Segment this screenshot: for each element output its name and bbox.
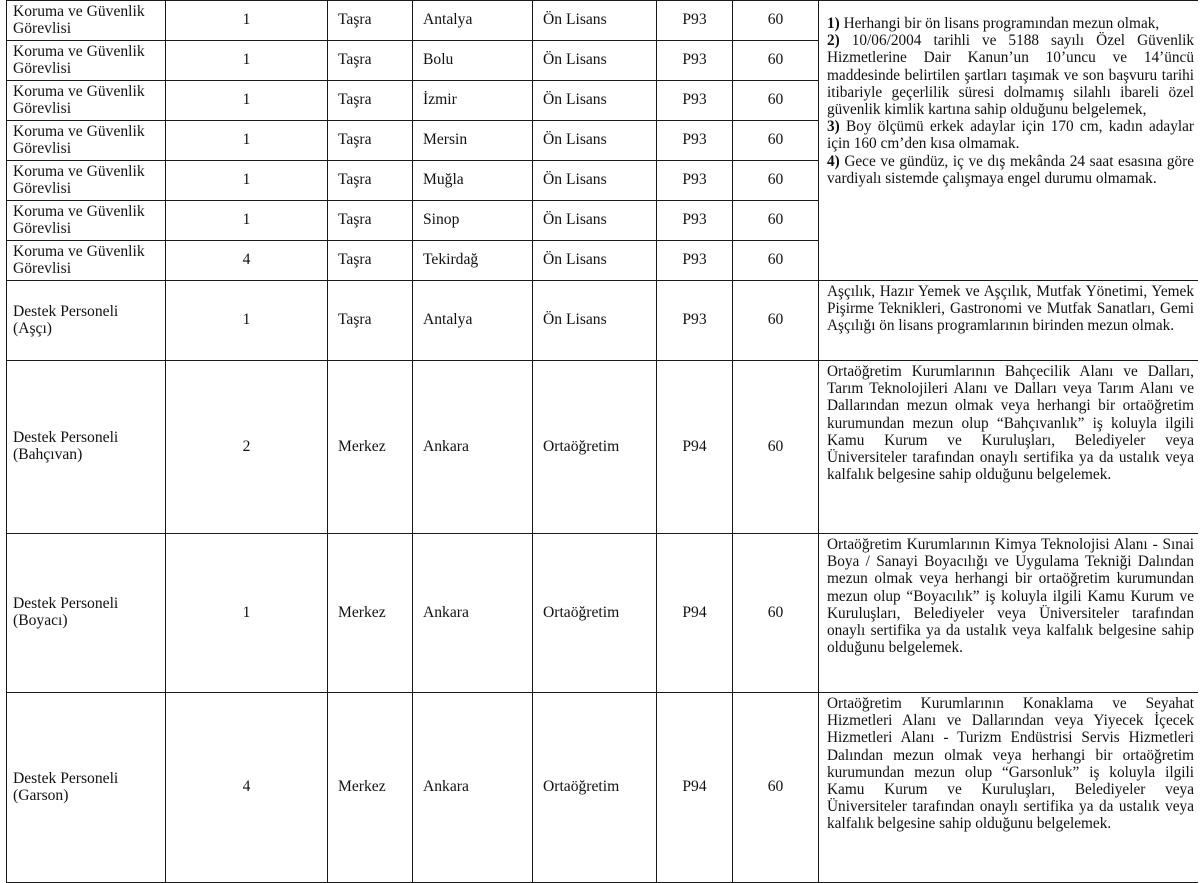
- score-type: P93: [657, 121, 733, 161]
- position-count: 1: [166, 534, 328, 693]
- organization: Taşra: [328, 161, 413, 201]
- position-title: Koruma ve Güvenlik Görevlisi: [7, 201, 166, 241]
- table-row: [7, 693, 1199, 883]
- position-title-line2: (Garson): [13, 786, 69, 804]
- requirement-text: Gece ve gündüz, iç ve dış mekânda 24 saat esasına göre vardiyalı sistemde çalışmaya engel durumu olmamak.: [827, 152, 1194, 187]
- score-type: P94: [657, 693, 733, 883]
- position-title-line1: Destek Personeli: [13, 429, 119, 447]
- requirement-number: 4): [827, 152, 840, 170]
- city: Muğla: [413, 161, 533, 201]
- position-count: 1: [166, 281, 328, 361]
- city: İzmir: [413, 81, 533, 121]
- score-type: P93: [657, 1, 733, 41]
- education-level: Ön Lisans: [533, 1, 657, 41]
- table-row: [7, 281, 1199, 361]
- position-count: 1: [166, 201, 328, 241]
- minimum-score: 60: [733, 693, 819, 883]
- position-title: [7, 534, 166, 693]
- education-level: Ön Lisans: [533, 201, 657, 241]
- position-count: 1: [166, 161, 328, 201]
- requirement-item: [827, 118, 1194, 152]
- minimum-score: 60: [733, 81, 819, 121]
- education-level: Ön Lisans: [533, 121, 657, 161]
- score-type: P93: [657, 201, 733, 241]
- city: Mersin: [413, 121, 533, 161]
- minimum-score: 60: [733, 41, 819, 81]
- organization: Merkez: [328, 361, 413, 534]
- position-title-line2: (Boyacı): [13, 612, 68, 629]
- requirement-item: [827, 15, 1159, 32]
- city: Bolu: [413, 41, 533, 81]
- organization: Merkez: [328, 693, 413, 883]
- position-title-line1: Destek Personeli: [13, 769, 119, 787]
- requirement-item: [827, 32, 1194, 118]
- organization: Taşra: [328, 41, 413, 81]
- position-count: 4: [166, 241, 328, 281]
- score-type: P93: [657, 41, 733, 81]
- guard-requirements: [819, 1, 1199, 281]
- position-title: Koruma ve Güvenlik Görevlisi: [7, 241, 166, 281]
- position-title: Koruma ve Güvenlik Görevlisi: [7, 121, 166, 161]
- table-row: [7, 1, 1199, 41]
- position-title: Koruma ve Güvenlik Görevlisi: [7, 41, 166, 81]
- position-count: 1: [166, 121, 328, 161]
- education-level: Ön Lisans: [533, 81, 657, 121]
- position-title: Koruma ve Güvenlik Görevlisi: [7, 1, 166, 41]
- score-type: P94: [657, 361, 733, 534]
- position-count: 2: [166, 361, 328, 534]
- education-level: Ortaöğretim: [533, 693, 657, 883]
- requirement-text: Aşçılık, Hazır Yemek ve Aşçılık, Mutfak Yönetimi, Yemek Pişirme Teknikleri, Gastronomi ve Mutfak Sanatları, Gemi Aşçılığı ön lisans programlarının birinden mezun olmak.: [819, 281, 1199, 361]
- organization: Merkez: [328, 534, 413, 693]
- table-body: [7, 1, 1199, 883]
- requirement-number: 1): [827, 15, 840, 32]
- position-title: [7, 361, 166, 534]
- city: Antalya: [413, 1, 533, 41]
- organization: Taşra: [328, 281, 413, 361]
- requirement-item: [827, 153, 1194, 187]
- table-row: [7, 534, 1199, 693]
- organization: Taşra: [328, 1, 413, 41]
- city: Ankara: [413, 693, 533, 883]
- score-type: P93: [657, 241, 733, 281]
- position-title-line1: Destek Personeli: [13, 595, 119, 613]
- score-type: P94: [657, 534, 733, 693]
- organization: Taşra: [328, 201, 413, 241]
- requirement-text: Ortaöğretim Kurumlarının Bahçecilik Alanı ve Dalları, Tarım Teknolojileri Alanı ve Dalları veya Tarım Alanı ve Dallarından mezun olmak veya herhangi bir ortaöğretim kurumundan mezun olup “Bahçıvanlık” iş koluyla ilgili Kamu Kurum ve Kuruluşları, Belediyeler veya Üniversiteler tarafından onaylı sertifika ya da ustalık veya kalfalık belgesine sahip olduğunu belgelemek.: [819, 361, 1199, 534]
- city: Ankara: [413, 534, 533, 693]
- requirement-text: 10/06/2004 tarihli ve 5188 sayılı Özel Güvenlik Hizmetlerine Dair Kanun’un 10’uncu ve 14’üncü maddesinde belirtilen şartları taşımak ve son başvuru tarihi itibariyle geçerlilik süresi dolmamış silahlı ibareli özel güvenlik kimlik kartına sahip olduğunu belgelemek,: [827, 32, 1194, 119]
- education-level: Ön Lisans: [533, 41, 657, 81]
- score-type: P93: [657, 81, 733, 121]
- minimum-score: 60: [733, 281, 819, 361]
- position-title: Koruma ve Güvenlik Görevlisi: [7, 81, 166, 121]
- education-level: Ortaöğretim: [533, 361, 657, 534]
- requirement-number: 3): [827, 118, 840, 136]
- position-count: 1: [166, 81, 328, 121]
- city: Tekirdağ: [413, 241, 533, 281]
- requirement-text: Ortaöğretim Kurumlarının Konaklama ve Seyahat Hizmetleri Alanı ve Dallarından veya Yiyecek İçecek Hizmetleri Alanı - Turizm Endüstrisi Servis Hizmetleri Dalından mezun olmak veya herhangi bir ortaöğretim kurumundan mezun olup “Garsonluk” iş koluyla ilgili Kamu Kurum ve Kuruluşları, Belediyeler veya Üniversiteler tarafından onaylı sertifika ya da ustalık veya kalfalık belgesine sahip olduğunu belgelemek.: [819, 693, 1199, 883]
- position-title: Koruma ve Güvenlik Görevlisi: [7, 161, 166, 201]
- position-title-line2: (Bahçıvan): [13, 446, 83, 463]
- requirement-text: Boy ölçümü erkek adaylar için 170 cm, kadın adaylar için 160 cm’den kısa olmamak.: [827, 118, 1194, 153]
- table-row: [7, 361, 1199, 534]
- requirement-text: Herhangi bir ön lisans programından mezun olmak,: [839, 15, 1160, 32]
- score-type: P93: [657, 281, 733, 361]
- position-title: [7, 281, 166, 361]
- minimum-score: 60: [733, 121, 819, 161]
- education-level: Ön Lisans: [533, 161, 657, 201]
- requirement-text: Ortaöğretim Kurumlarının Kimya Teknolojisi Alanı - Sınai Boya / Sanayi Boyacılığı ve Uygulama Tekniği Dalından mezun olmak veya herhangi bir ortaöğretim kurumundan mezun olup “Boyacılık” iş koluyla ilgili Kamu Kurum ve Kuruluşları, Belediyeler veya Üniversiteler tarafından onaylı sertifika ya da ustalık veya kalfalık belgesine sahip olduğunu belgelemek.: [819, 534, 1199, 693]
- position-title-line1: Destek Personeli: [13, 302, 119, 320]
- minimum-score: 60: [733, 1, 819, 41]
- document-page: [6, 0, 1198, 883]
- education-level: Ön Lisans: [533, 241, 657, 281]
- city: Ankara: [413, 361, 533, 534]
- city: Antalya: [413, 281, 533, 361]
- education-level: Ortaöğretim: [533, 534, 657, 693]
- minimum-score: 60: [733, 361, 819, 534]
- position-count: 4: [166, 693, 328, 883]
- education-level: Ön Lisans: [533, 281, 657, 361]
- position-count: 1: [166, 41, 328, 81]
- minimum-score: 60: [733, 201, 819, 241]
- positions-table: [6, 0, 1198, 883]
- city: Sinop: [413, 201, 533, 241]
- requirement-number: 2): [827, 32, 840, 50]
- organization: Taşra: [328, 81, 413, 121]
- score-type: P93: [657, 161, 733, 201]
- minimum-score: 60: [733, 241, 819, 281]
- position-title: [7, 693, 166, 883]
- minimum-score: 60: [733, 534, 819, 693]
- position-count: 1: [166, 1, 328, 41]
- minimum-score: 60: [733, 161, 819, 201]
- organization: Taşra: [328, 241, 413, 281]
- position-title-line2: (Aşçı): [13, 319, 52, 337]
- organization: Taşra: [328, 121, 413, 161]
